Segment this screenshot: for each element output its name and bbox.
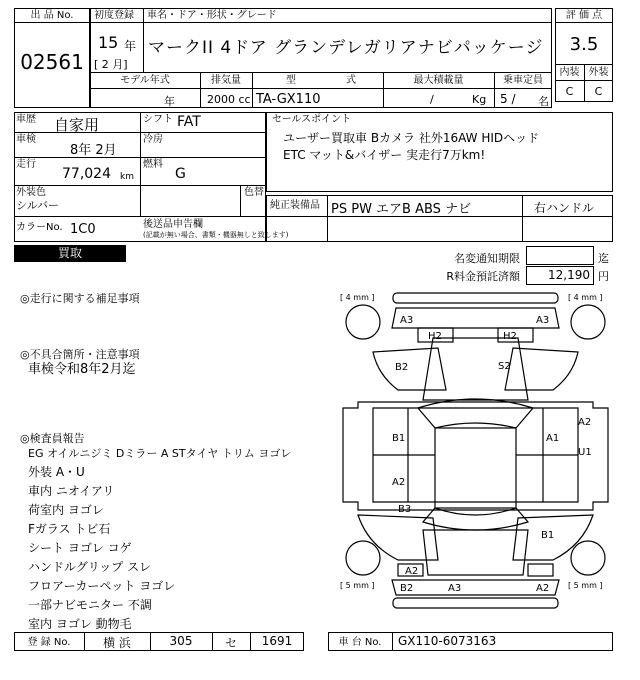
recycle-unit: 円 (598, 270, 609, 283)
ext-color-value: シルバー (16, 199, 59, 212)
mark-front-door-right: A1 (546, 433, 560, 444)
mark-rear-door-left: A2 (392, 477, 406, 488)
max-load-value: / (430, 93, 434, 106)
tire-depth-rear-right: [ 5 mm ] (568, 581, 603, 590)
tire-rear-left-icon (346, 541, 380, 575)
ac-label: 冷房 (143, 134, 163, 145)
mark-right-side-u1: U1 (578, 447, 592, 458)
inspector-line: ハンドルグリップ スレ (28, 560, 152, 574)
tire-front-right-icon (571, 305, 605, 339)
mark-rear-bumper-left: B2 (400, 583, 414, 594)
registration-label: 登 録 No. (27, 637, 71, 648)
mark-front-bumper-left: A3 (400, 315, 414, 326)
mark-front-bumper-right: A3 (536, 315, 550, 326)
exterior-label: 外装 (588, 67, 609, 78)
driving-heading: ◎走行に関する補足事項 (20, 292, 140, 305)
displacement-value: 2000 cc (207, 93, 251, 106)
mark-rear-quarter-right: B1 (541, 530, 555, 541)
interior-grade: C (565, 85, 574, 98)
tire-depth-front-right: [ 4 mm ] (568, 293, 603, 302)
steering-value: 右ハンドル (534, 201, 595, 215)
capacity-label: 乗車定員 (503, 75, 543, 86)
recycle-label: R料金預託済額 (446, 270, 520, 283)
fuel-value: G (175, 166, 186, 182)
tire-depth-rear-left: [ 5 mm ] (340, 581, 375, 590)
lot-number: 02561 (20, 50, 84, 74)
equipment-value: PS PW エアB ABS ナビ (331, 202, 472, 217)
mark-headlight-right: H2 (503, 331, 517, 342)
car-name-label: 車名・ドア・形状・グレード (147, 10, 277, 21)
mileage-unit: km (120, 172, 134, 182)
chassis-number: GX110-6073163 (398, 634, 497, 648)
first-reg-label: 初度登録 (94, 10, 134, 21)
inspector-line: 一部ナビモニター 不調 (28, 598, 152, 612)
sales-point-line-1: ユーザー買取車 Bカメラ 社外16AW HIDヘッド (283, 131, 540, 145)
max-load-label: 最大積載量 (413, 75, 464, 86)
inspector-line: Fガラス トビ石 (28, 522, 111, 536)
lot-label: 出 品 No. (30, 10, 74, 21)
aftermarket-note: (記載が無い場合、書類・機器無しと致します) (143, 231, 289, 239)
model-year-value: 年 (164, 95, 175, 108)
purchase-badge: 買取 (14, 245, 126, 262)
first-reg-month: [ 2 月] (94, 58, 128, 71)
inspector-line: シート ヨゴレ コゲ (28, 541, 132, 555)
equipment-label: 純正装備品 (270, 200, 320, 211)
tire-depth-front-left: [ 4 mm ] (340, 293, 375, 302)
name-change-unit: 迄 (598, 252, 609, 265)
inspection-label: 車検 (16, 134, 36, 145)
recycle-value: 12,190 (548, 268, 590, 282)
sales-point-line-2: ETC マット&バイザー 実走行7万km! (283, 148, 486, 162)
defects-heading: ◎不具合箇所・注意事項 (20, 348, 140, 361)
first-reg-year: 15 (98, 33, 119, 52)
inspector-line: EG オイルニジミ Dミラー A STタイヤ トリム ヨゴレ (28, 447, 292, 460)
mileage-value: 77,024 (62, 166, 111, 182)
max-load-unit: Kg (472, 93, 487, 106)
capacity-unit: 名 (538, 95, 549, 108)
ext-color-label: 外装色 (16, 187, 46, 198)
mark-headlight-left: H2 (428, 331, 442, 342)
score-label: 評 価 点 (565, 10, 603, 21)
car-name: マークII 4ドア グランデレガリアナビパッケージ (148, 38, 544, 58)
registration-class: 305 (169, 634, 193, 648)
inspector-line: フロアーカーペット ヨゴレ (28, 579, 176, 593)
sales-point-label: セールスポイント (272, 114, 352, 125)
first-reg-year-unit: 年 (124, 39, 137, 53)
type-label-2: 式 (346, 75, 356, 86)
shift-label: シフト (143, 114, 173, 125)
capacity-value: 5 / (500, 92, 516, 106)
inspection-value: 8年 2月 (70, 143, 117, 158)
tire-front-left-icon (346, 305, 380, 339)
chassis-label: 車 台 No. (338, 637, 382, 648)
model-year-label: モデル年式 (120, 75, 170, 86)
damage-diagram (338, 290, 613, 630)
score-value: 3.5 (569, 34, 599, 55)
mark-hood: S2 (498, 361, 511, 372)
fuel-label: 燃料 (143, 159, 163, 170)
exterior-grade: C (594, 85, 603, 98)
name-change-box (526, 246, 594, 265)
mark-rear-bumper-right: A2 (536, 583, 550, 594)
mark-trunk: A2 (405, 566, 419, 577)
history-value: 自家用 (54, 116, 100, 134)
inspector-heading: ◎検査員報告 (20, 432, 85, 445)
color-no-label: カラーNo. (16, 222, 63, 233)
inspector-line: 外装 A・U (28, 465, 85, 479)
aftermarket-label: 後送品申告欄 (143, 219, 203, 230)
registration-kana: セ (224, 636, 237, 650)
mark-rear-bumper-center: A3 (448, 583, 462, 594)
defects-line: 車検令和8年2月迄 (28, 362, 136, 377)
interior-label: 内装 (559, 67, 580, 78)
tire-rear-right-icon (571, 541, 605, 575)
mileage-label: 走行 (16, 159, 36, 170)
type-label: 型 (286, 75, 296, 86)
displacement-label: 排気量 (211, 75, 241, 86)
inspector-line: 車内 ニオイアリ (28, 484, 115, 498)
name-change-label: 名変通知期限 (454, 252, 520, 265)
mark-front-door-left: B1 (392, 433, 406, 444)
mark-right-side-a2: A2 (578, 417, 592, 428)
inspector-line: 荷室内 ヨゴレ (28, 503, 104, 517)
color-no-value: 1C0 (70, 222, 96, 237)
mark-front-fender-left: B2 (395, 362, 409, 373)
registration-number: 1691 (261, 634, 293, 648)
inspector-line: 室内 ヨゴレ 動物毛 (28, 617, 132, 631)
registration-area: 横 浜 (103, 636, 131, 650)
recolor-label: 色替 (244, 187, 264, 198)
history-label: 車歴 (16, 114, 36, 125)
mark-rear-quarter-left: B3 (398, 504, 412, 515)
shift-value: FAT (177, 114, 201, 130)
type-value: TA-GX110 (256, 92, 321, 107)
